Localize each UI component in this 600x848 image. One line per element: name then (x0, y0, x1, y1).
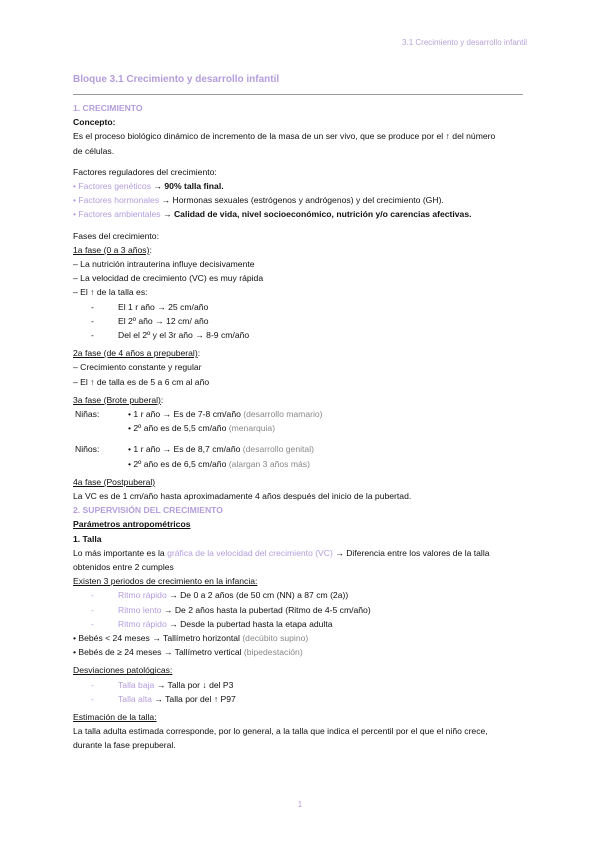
desviacion-item: - Talla alta → Talla por del ↑ P97 (91, 693, 236, 704)
concepto-text-1: Es el proceso biológico dinámico de incremento de la masa de un ser vivo, que se produce por el ↑ del número (73, 131, 496, 142)
talla-heading: 1. Talla (73, 533, 102, 544)
bebe-item: • Bebés de ≥ 24 meses → Tallímetro vertical (bipedestación) (73, 647, 303, 658)
desviacion-item: - Talla baja → Talla por ↓ del P3 (91, 679, 234, 690)
fase1-line: – El ↑ de la talla es: (73, 287, 148, 298)
fase1-line: – La velocidad de crecimiento (VC) es muy rápida (73, 273, 264, 284)
estimacion-text-2: durante la fase prepuberal. (73, 740, 176, 751)
periodos-heading: Existen 3 periodos de crecimiento en la infancia: (73, 576, 258, 587)
concepto-text-2: de células. (73, 145, 115, 156)
page-number: 1 (297, 800, 303, 809)
fase3-title: 3a fase (Brote puberal): (73, 394, 164, 405)
fase3-ninas-row (73, 407, 528, 421)
periodo-item: - Ritmo rápido → De 0 a 2 años (de 50 cm (NN) a 87 cm (2a)) (91, 590, 349, 601)
desviaciones-heading: Desviaciones patológicas: (73, 665, 173, 676)
ninas-item: • 2º año es de 5,5 cm/año (menarquia) (128, 423, 276, 434)
title-divider (73, 94, 523, 95)
parametros-heading: Parámetros antropométricos (73, 519, 191, 530)
fases-heading: Fases del crecimiento: (73, 230, 159, 241)
factor-item: • Factores genéticos → 90% talla final. (73, 181, 224, 192)
fase2-line: – Crecimiento constante y regular (73, 362, 202, 373)
fase1-subitem: - El 2º año → 12 cm/ año (91, 315, 209, 326)
bebe-item: • Bebés < 24 meses → Tallímetro horizontal (decúbito supino) (73, 633, 309, 644)
factores-heading: Factores reguladores del crecimiento: (73, 166, 217, 177)
fase1-subitem: - El 1 r año → 25 cm/año (91, 301, 209, 312)
talla-paragraph: Lo más importante es la gráfica de la velocidad del crecimiento (VC) → Diferencia entre los valores de la talla (73, 547, 490, 558)
ninos-item: • 1 r año → Es de 8,7 cm/año (desarrollo genital) (128, 444, 314, 455)
factor-item: • Factores ambientales → Calidad de vida, nivel socioeconómico, nutrición y/o carencias afectivas. (73, 209, 472, 220)
ninos-item: • 2º año es de 6,5 cm/año (alargan 3 años más) (128, 458, 310, 469)
ninas-item: • 1 r año → Es de 7-8 cm/año (desarrollo mamario) (128, 409, 323, 420)
talla-paragraph-cont: obtenidos entre 2 cumples (73, 562, 174, 573)
section-heading-crecimiento: 1. CRECIMIENTO (73, 103, 143, 113)
document-body (73, 101, 528, 753)
periodo-item: - Ritmo rápido → Desde la pubertad hasta la etapa adulta (91, 618, 333, 629)
ninos-label: Niños: (75, 444, 100, 455)
fase3-ninas-row (73, 421, 528, 435)
factor-item: • Factores hormonales → Hormonas sexuales (estrógenos y andrógenos) y del crecimiento (GH). (73, 195, 444, 206)
ninas-label: Niñas: (75, 409, 100, 420)
estimacion-heading: Estimación de la talla: (73, 712, 157, 723)
fase1-title: 1a fase (0 a 3 años): (73, 244, 152, 255)
fase2-title: 2a fase (de 4 años a prepuberal): (73, 348, 201, 359)
fase1-line: – La nutrición intrauterina influye decisivamente (73, 259, 255, 270)
section-heading-supervision: 2. SUPERVISIÓN DEL CRECIMIENTO (73, 505, 223, 516)
fase3-ninos-row (73, 442, 528, 456)
fase4-title: 4a fase (Postpuberal) (73, 476, 156, 487)
fase1-subitem: - Del el 2º y el 3r año → 8-9 cm/año (91, 330, 250, 341)
document-title: Bloque 3.1 Crecimiento y desarrollo infantil (73, 74, 280, 85)
running-header: 3.1 Crecimiento y desarrollo infantil (402, 38, 527, 47)
periodo-item: - Ritmo lento → De 2 años hasta la pubertad (Ritmo de 4-5 cm/año) (91, 604, 371, 615)
fase3-ninos-row (73, 457, 528, 471)
estimacion-text-1: La talla adulta estimada corresponde, por lo general, a la talla que indica el percentil por el que el niño crece, (73, 726, 488, 737)
fase2-line: – El ↑ de talla es de 5 a 6 cm al año (73, 376, 210, 387)
concepto-label: Concepto: (73, 117, 116, 128)
fase4-desc: La VC es de 1 cm/año hasta aproximadamente 4 años después del inicio de la pubertad. (73, 491, 412, 502)
